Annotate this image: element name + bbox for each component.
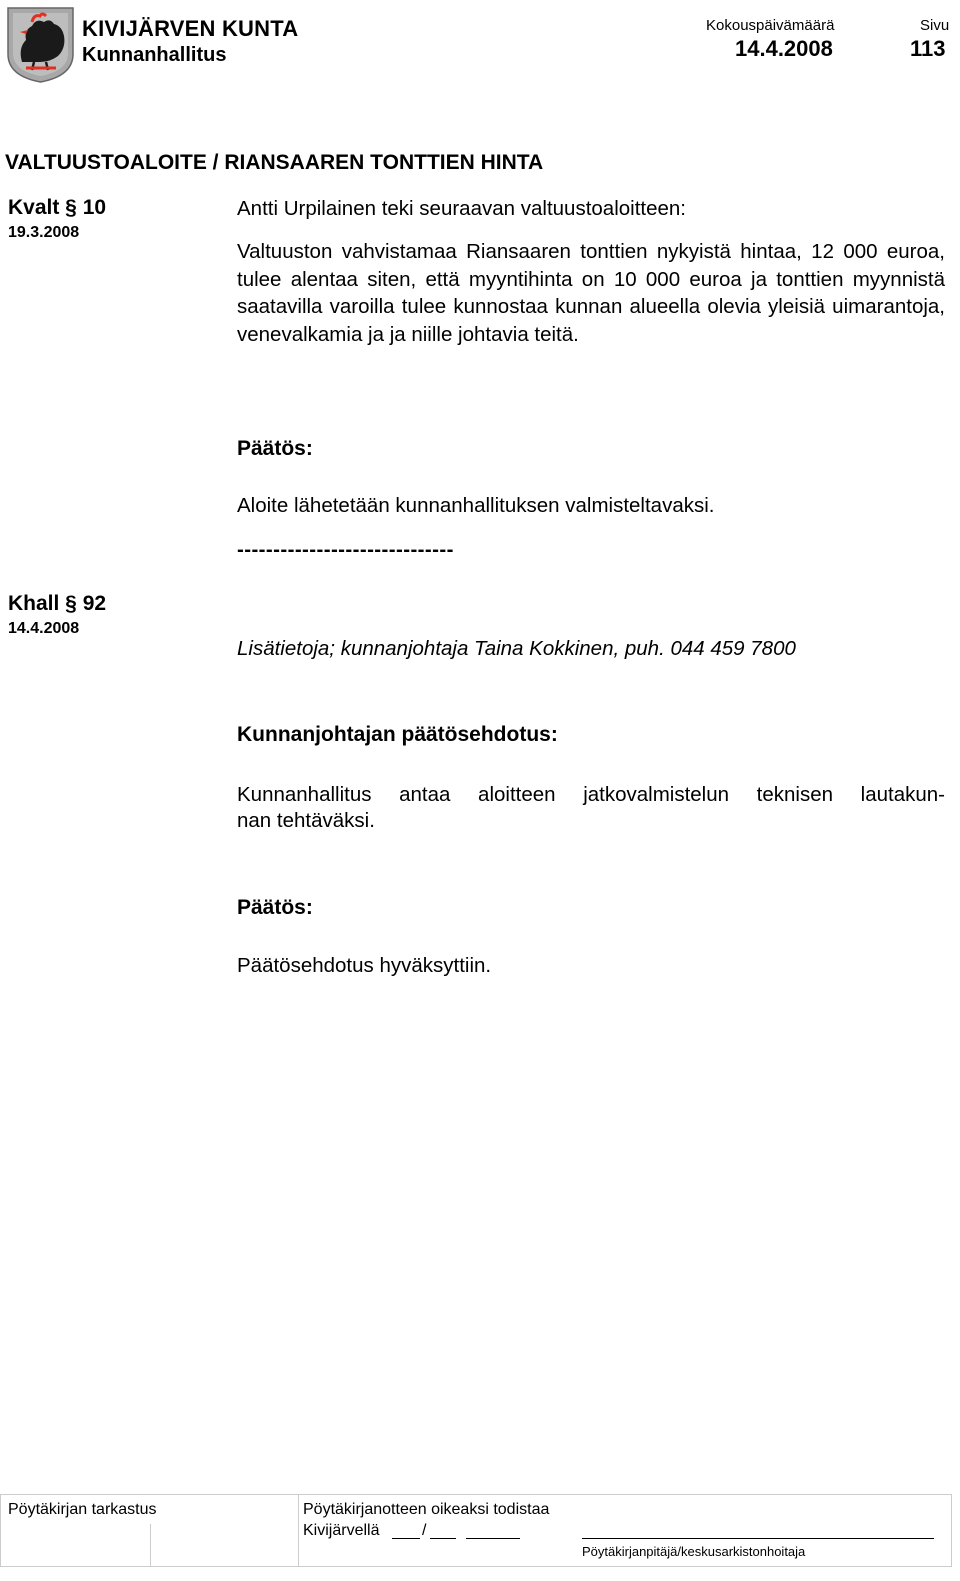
place-label: Kivijärvellä — [303, 1522, 380, 1539]
footer-divider-rule — [298, 1494, 299, 1566]
footer-inner-divider — [150, 1524, 151, 1566]
decision-text-2: Päätösehdotus hyväksyttiin. — [237, 954, 492, 977]
footer-left-rule — [0, 1494, 1, 1566]
contact-info: Lisätietoja; kunnanjohtaja Taina Kokkinen, puh. 044 459 7800 — [237, 637, 796, 660]
section-separator: ------------------------------ — [237, 538, 454, 561]
decision-text-1: Aloite lähetetään kunnanhallituksen valmisteltavaksi. — [237, 494, 715, 517]
section-date-kvalt: 19.3.2008 — [8, 224, 80, 241]
organization-name: KIVIJÄRVEN KUNTA — [82, 16, 299, 41]
year-blank[interactable] — [466, 1538, 520, 1539]
meeting-date-label: Kokouspäivämäärä — [706, 17, 835, 34]
signature-line[interactable] — [582, 1538, 934, 1539]
proposal-text-line1: Kunnanhallitus antaa aloitteen jatkovalmistelun teknisen lautakun- — [237, 783, 945, 806]
month-blank[interactable] — [430, 1538, 456, 1539]
footer-right-rule — [951, 1494, 952, 1566]
proposal-text-line2: nan tehtäväksi. — [237, 809, 375, 832]
section-date-khall: 14.4.2008 — [8, 620, 80, 637]
page-number: 113 — [910, 36, 946, 61]
date-separator: / — [422, 1522, 427, 1539]
footer-top-rule — [0, 1494, 952, 1495]
initiative-text: Valtuuston vahvistamaa Riansaaren tonttien nykyistä hintaa, 12 000 euroa, tulee alentaa siten, että myyntihinta on 10 000 euroa ja tonttien myynnistä saatavilla varoilla tulee kunnostaa kunnan alueella olevia yleisiä uimarantoja, venevalkamia ja ja niille johtavia teitä. — [237, 240, 945, 346]
footer-bottom-rule — [0, 1566, 952, 1567]
signer-title: Pöytäkirjanpitäjä/keskusarkistonhoitaja — [582, 1544, 806, 1559]
section-label-kvalt: Kvalt § 10 — [8, 196, 107, 219]
day-blank[interactable] — [392, 1538, 420, 1539]
board-name: Kunnanhallitus — [82, 44, 227, 66]
page-label: Sivu — [920, 17, 950, 34]
certify-label: Pöytäkirjanotteen oikeaksi todistaa — [303, 1501, 550, 1518]
section-label-khall: Khall § 92 — [8, 592, 107, 615]
document-title: VALTUUSTOALOITE / RIANSAAREN TONTTIEN HINTA — [5, 151, 544, 174]
footer — [0, 1494, 952, 1570]
decision-heading-1: Päätös: — [237, 437, 313, 460]
proposal-heading: Kunnanjohtajan päätösehdotus: — [237, 723, 558, 746]
decision-heading-2: Päätös: — [237, 896, 313, 919]
review-label: Pöytäkirjan tarkastus — [8, 1501, 157, 1518]
initiative-intro: Antti Urpilainen teki seuraavan valtuustoaloitteen: — [237, 197, 686, 220]
municipal-coat-of-arms-icon — [4, 4, 77, 84]
meeting-date: 14.4.2008 — [735, 36, 833, 61]
